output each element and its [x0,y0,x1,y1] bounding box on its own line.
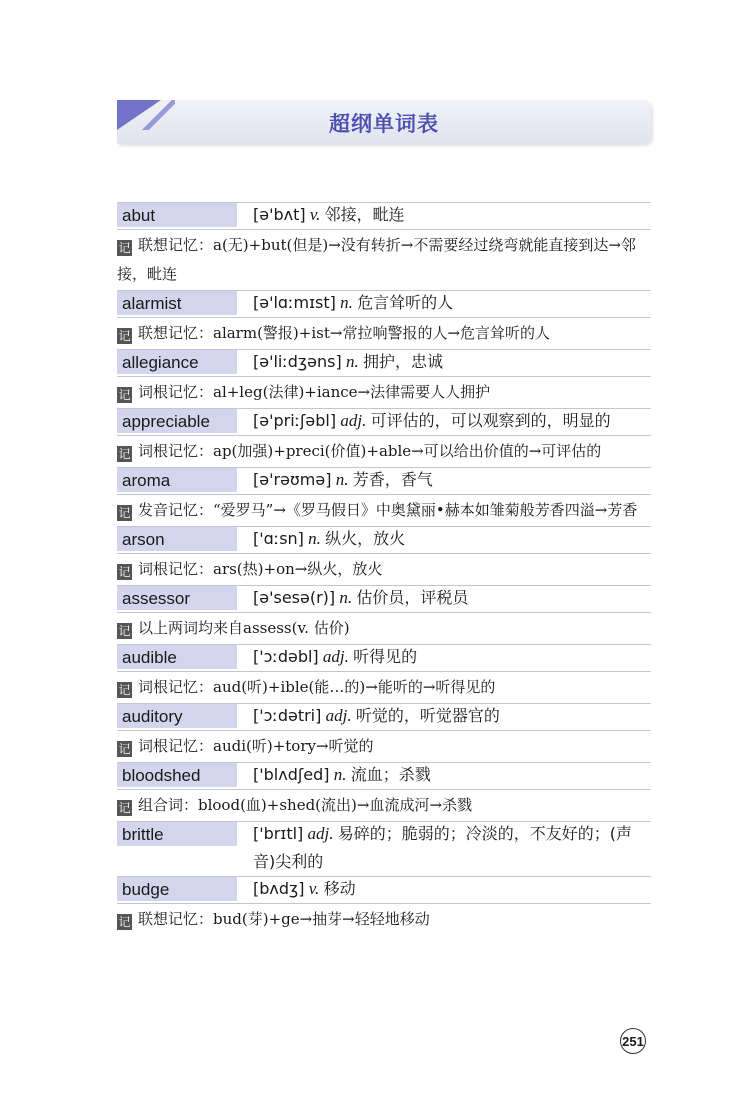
meaning: 纵火，放火 [325,529,406,548]
page-title: 超纲单词表 [329,112,439,136]
entry-head-row [117,526,651,553]
pronunciation: ['brɪtl] [253,824,304,843]
definition [237,289,651,317]
part-of-speech: adj. [325,706,352,725]
memory-tip [117,671,651,703]
part-of-speech: adj. [340,411,367,430]
word-entry [117,876,651,935]
memo-badge-icon: 记 [118,742,131,756]
memo-badge-icon: 记 [118,624,131,638]
headword: audible [117,645,237,669]
memory-tip [117,789,651,821]
entry-head-row [117,644,651,671]
memo-badge-icon: 记 [118,329,131,343]
definition [237,584,651,612]
pronunciation: [ə'lɑːmɪst] [253,293,336,312]
part-of-speech: n. [333,765,347,784]
vocabulary-list [117,202,651,935]
definition [237,348,651,376]
headword: alarmist [117,291,237,315]
memo-badge-icon: 记 [118,388,131,402]
memory-tip [117,435,651,467]
word-entry [117,762,651,821]
meaning: 芳香，香气 [352,470,433,489]
memo-badge-icon: 记 [118,241,131,255]
headword: arson [117,527,237,551]
memory-tip [117,376,651,408]
pronunciation: [bʌdʒ] [253,879,305,898]
memory-tip [117,229,651,290]
meaning: 可评估的，可以观察到的，明显的 [370,411,611,430]
memory-tip-text: 词根记忆：al+leg(法律)+iance→法律需要人人拥护 [138,383,491,401]
meaning: 移动 [323,879,356,898]
part-of-speech: n. [308,529,321,548]
memory-tip [117,317,651,349]
headword: assessor [117,586,237,610]
meaning: 流血；杀戮 [350,765,431,784]
page-header [117,100,651,144]
pronunciation: [ə'liːdʒəns] [253,352,342,371]
entry-head-row [117,821,651,876]
word-entry [117,703,651,762]
entry-head-row [117,585,651,612]
headword: allegiance [117,350,237,374]
part-of-speech: n. [340,293,353,312]
part-of-speech: adj. [307,824,334,843]
definition [237,875,651,903]
definition [237,702,651,730]
headword: budge [117,877,237,901]
memo-badge-icon: 记 [118,683,131,697]
entry-head-row [117,349,651,376]
headword: aroma [117,468,237,492]
headword: brittle [117,822,237,846]
entry-head-row [117,467,651,494]
pronunciation: ['ɔːdətri] [253,706,322,725]
part-of-speech: n. [335,470,349,489]
entry-head-row [117,408,651,435]
memory-tip [117,612,651,644]
meaning: 危言耸听的人 [357,293,454,312]
entry-head-row [117,202,651,229]
word-entry [117,526,651,585]
part-of-speech: v. [308,879,320,898]
word-entry [117,467,651,526]
definition [237,643,651,671]
pronunciation: ['ɔːdəbl] [253,647,319,666]
word-entry [117,585,651,644]
memo-badge-icon: 记 [118,915,131,929]
memory-tip [117,553,651,585]
memo-badge-icon: 记 [118,801,131,815]
entry-head-row [117,290,651,317]
page-number: 251 [620,1028,646,1054]
part-of-speech: n. [345,352,359,371]
part-of-speech: adj. [322,647,349,666]
meaning: 拥护，忠诚 [362,352,443,371]
memory-tip-text: 词根记忆：ap(加强)+preci(价值)+able→可以给出价值的→可评估的 [138,442,602,460]
word-entry [117,290,651,349]
meaning: 邻接，毗连 [324,205,405,224]
definition [237,466,651,494]
entry-head-row [117,876,651,903]
word-entry [117,349,651,408]
pronunciation: [ə'bʌt] [253,205,306,224]
memory-tip [117,903,651,935]
memory-tip-text: 词根记忆：ars(热)+on→纵火，放火 [138,560,383,578]
meaning: 易碎的；脆弱的；冷淡的，不友好的；(声音)尖利的 [253,824,633,871]
entry-head-row [117,762,651,789]
memory-tip-text: 词根记忆：audi(听)+tory→听觉的 [138,737,374,755]
memory-tip-text: 联想记忆：alarm(警报)+ist→常拉响警报的人→危言耸听的人 [138,324,551,342]
word-entry [117,202,651,290]
meaning: 听觉的，听觉器官的 [355,706,500,725]
memory-tip-text: 发音记忆：“爱罗马”→《罗马假日》中奥黛丽•赫本如雏菊般芳香四溢→芳香 [138,501,638,519]
memory-tip [117,494,651,526]
pronunciation: ['ɑːsn] [253,529,304,548]
definition [237,525,651,553]
pronunciation: [ə'sesə(r)] [253,588,336,607]
pronunciation: [ə'rəʊmə] [253,470,332,489]
memo-badge-icon: 记 [118,447,131,461]
memory-tip-text: 词根记忆：aud(听)+ible(能…的)→能听的→听得见的 [138,678,496,696]
part-of-speech: v. [309,205,321,224]
pronunciation: ['blʌdʃed] [253,765,330,784]
memory-tip-text: 以上两词均来自assess(v. 估价) [138,619,350,637]
memory-tip-text: 联想记忆：bud(芽)+ge→抽芽→轻轻地移动 [138,910,430,928]
memo-badge-icon: 记 [118,506,131,520]
definition [237,407,651,435]
memory-tip-text: 组合词：blood(血)+shed(流出)→血流成河→杀戮 [138,796,473,814]
part-of-speech: n. [339,588,353,607]
meaning: 听得见的 [353,647,418,666]
definition [237,201,651,229]
headword: auditory [117,704,237,728]
word-entry [117,821,651,876]
pronunciation: [ə'priːʃəbl] [253,411,337,430]
memory-tip [117,730,651,762]
headword: appreciable [117,409,237,433]
definition [237,761,651,789]
headword: abut [117,203,237,227]
memory-tip-text: 联想记忆：a(无)+but(但是)→没有转折→不需要经过绕弯就能直接到达→邻接，毗连 [117,236,636,283]
meaning: 估价员，评税员 [356,588,469,607]
word-entry [117,408,651,467]
definition [237,820,651,876]
word-entry [117,644,651,703]
entry-head-row [117,703,651,730]
headword: bloodshed [117,763,237,787]
memo-badge-icon: 记 [118,565,131,579]
